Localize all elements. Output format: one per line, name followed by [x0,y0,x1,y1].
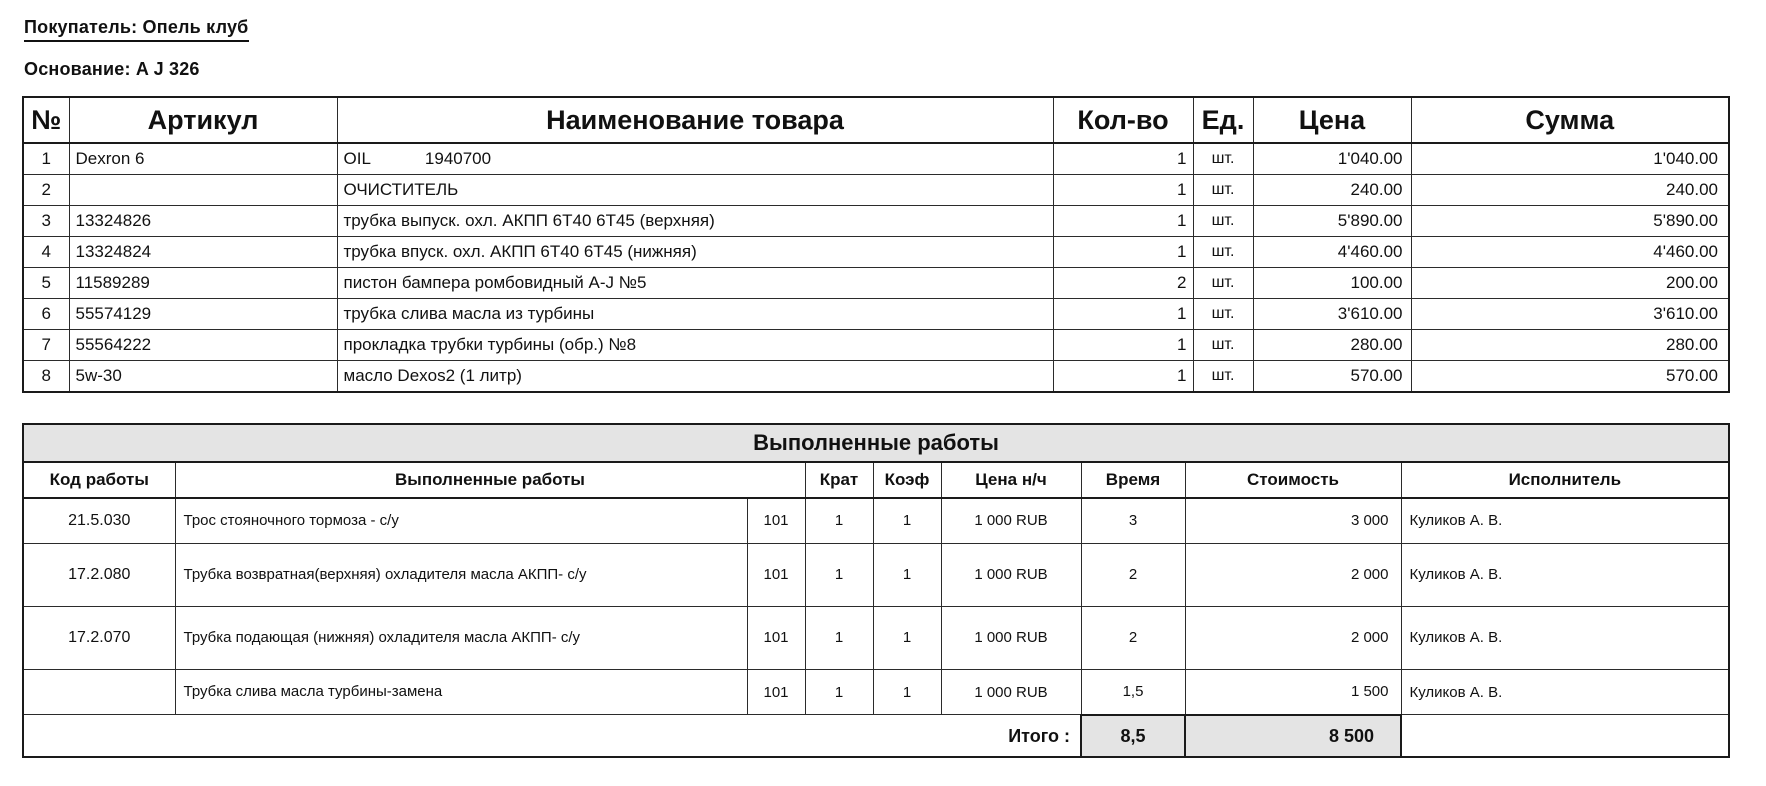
works-header-row [23,462,1729,498]
goods-cell-article: 55574129 [69,298,337,329]
works-cell-desc: Трубка слива масла турбины-замена [175,669,747,715]
goods-name-primary: прокладка трубки турбины (обр.) №8 [343,334,637,354]
works-col-time: Время [1081,462,1185,498]
goods-name-secondary: 1940700 [424,148,492,168]
works-cell-koef: 1 [873,498,941,544]
works-cell-cost: 2 000 [1185,606,1401,669]
goods-body [23,143,1729,392]
works-cell-cost: 3 000 [1185,498,1401,544]
works-table [22,423,1730,758]
table-row [23,498,1729,544]
goods-cell-article: 11589289 [69,267,337,298]
goods-cell-name [337,360,1053,392]
goods-cell-name [337,143,1053,175]
goods-cell-name [337,236,1053,267]
goods-cell-sum: 1'040.00 [1411,143,1729,175]
works-cell-desc: Трос стояночного тормоза - с/у [175,498,747,544]
goods-name-primary: пистон бампера ромбовидный A-J №5 [343,272,647,292]
works-cell-code: 21.5.030 [23,498,175,544]
works-cell-ref: 101 [747,669,805,715]
goods-cell-price: 1'040.00 [1253,143,1411,175]
works-col-cost: Стоимость [1185,462,1401,498]
goods-cell-qty: 1 [1053,205,1193,236]
buyer-label: Покупатель: Опель клуб [24,18,249,42]
works-cell-ref: 101 [747,543,805,606]
works-cell-cost: 1 500 [1185,669,1401,715]
goods-cell-price: 280.00 [1253,329,1411,360]
goods-cell-name [337,267,1053,298]
works-col-executor: Исполнитель [1401,462,1729,498]
works-cell-krat: 1 [805,606,873,669]
buyer-line [24,18,1744,42]
works-cell-code: 17.2.080 [23,543,175,606]
goods-cell-unit: шт. [1193,236,1253,267]
goods-cell-name [337,298,1053,329]
works-cell-time: 1,5 [1081,669,1185,715]
works-cell-code [23,669,175,715]
works-cell-executor: Куликов А. В. [1401,543,1729,606]
works-col-price: Цена н/ч [941,462,1081,498]
works-title-row [23,424,1729,462]
goods-cell-name [337,174,1053,205]
works-cell-desc: Трубка подающая (нижняя) охладителя масла АКПП- с/у [175,606,747,669]
totals-label: Итого : [941,715,1081,757]
works-cell-executor: Куликов А. В. [1401,669,1729,715]
works-body [23,498,1729,715]
goods-cell-num: 4 [23,236,69,267]
table-row [23,298,1729,329]
goods-cell-price: 3'610.00 [1253,298,1411,329]
goods-col-unit: Ед. [1193,97,1253,143]
works-cell-time: 2 [1081,606,1185,669]
goods-cell-qty: 2 [1053,267,1193,298]
goods-cell-unit: шт. [1193,174,1253,205]
works-cell-price: 1 000 RUB [941,543,1081,606]
goods-cell-price: 4'460.00 [1253,236,1411,267]
works-cell-koef: 1 [873,606,941,669]
totals-time: 8,5 [1081,715,1185,757]
goods-name-primary: трубка впуск. охл. АКПП 6Т40 6Т45 (нижняя) [343,241,697,261]
goods-cell-article: 55564222 [69,329,337,360]
goods-cell-unit: шт. [1193,143,1253,175]
works-cell-krat: 1 [805,543,873,606]
goods-cell-unit: шт. [1193,298,1253,329]
works-title: Выполненные работы [23,424,1729,462]
works-cell-time: 3 [1081,498,1185,544]
goods-cell-article: 13324824 [69,236,337,267]
works-cell-krat: 1 [805,498,873,544]
goods-col-price: Цена [1253,97,1411,143]
works-cell-time: 2 [1081,543,1185,606]
goods-col-sum: Сумма [1411,97,1729,143]
works-col-desc: Выполненные работы [175,462,805,498]
goods-cell-qty: 1 [1053,298,1193,329]
works-cell-price: 1 000 RUB [941,669,1081,715]
table-row [23,143,1729,175]
table-row [23,669,1729,715]
goods-cell-num: 8 [23,360,69,392]
works-col-code: Код работы [23,462,175,498]
goods-name-primary: ОЧИСТИТЕЛЬ [343,179,459,199]
goods-cell-num: 6 [23,298,69,329]
basis-line [24,60,1744,80]
table-row [23,329,1729,360]
goods-cell-article: Dexron 6 [69,143,337,175]
goods-cell-unit: шт. [1193,267,1253,298]
works-cell-ref: 101 [747,606,805,669]
goods-name-primary: масло Dexos2 (1 литр) [343,365,522,385]
goods-cell-num: 5 [23,267,69,298]
table-row [23,606,1729,669]
goods-cell-article [69,174,337,205]
goods-cell-unit: шт. [1193,205,1253,236]
goods-name-primary: трубка выпуск. охл. АКПП 6Т40 6Т45 (верхняя) [343,210,715,230]
totals-trailing [1401,715,1729,757]
goods-cell-price: 570.00 [1253,360,1411,392]
works-col-koef: Коэф [873,462,941,498]
table-row [23,360,1729,392]
goods-cell-qty: 1 [1053,360,1193,392]
works-cell-desc: Трубка возвратная(верхняя) охладителя масла АКПП- с/у [175,543,747,606]
goods-cell-num: 7 [23,329,69,360]
goods-cell-article: 5w-30 [69,360,337,392]
goods-cell-price: 5'890.00 [1253,205,1411,236]
goods-cell-price: 100.00 [1253,267,1411,298]
goods-col-qty: Кол-во [1053,97,1193,143]
totals-cost: 8 500 [1185,715,1401,757]
goods-cell-qty: 1 [1053,329,1193,360]
goods-cell-num: 2 [23,174,69,205]
goods-cell-name [337,329,1053,360]
table-row [23,174,1729,205]
goods-cell-sum: 3'610.00 [1411,298,1729,329]
works-foot [23,715,1729,757]
works-cell-price: 1 000 RUB [941,606,1081,669]
table-row [23,205,1729,236]
goods-cell-sum: 280.00 [1411,329,1729,360]
works-totals-row [23,715,1729,757]
goods-cell-price: 240.00 [1253,174,1411,205]
goods-cell-article: 13324826 [69,205,337,236]
goods-cell-sum: 5'890.00 [1411,205,1729,236]
goods-table [22,96,1730,393]
works-cell-krat: 1 [805,669,873,715]
goods-col-article: Артикул [69,97,337,143]
totals-spacer [23,715,941,757]
works-cell-ref: 101 [747,498,805,544]
works-cell-koef: 1 [873,543,941,606]
works-cell-price: 1 000 RUB [941,498,1081,544]
works-cell-executor: Куликов А. В. [1401,498,1729,544]
goods-header-row [23,97,1729,143]
goods-col-name: Наименование товара [337,97,1053,143]
goods-cell-sum: 200.00 [1411,267,1729,298]
table-row [23,267,1729,298]
goods-cell-unit: шт. [1193,329,1253,360]
goods-cell-sum: 4'460.00 [1411,236,1729,267]
works-col-krat: Крат [805,462,873,498]
goods-cell-qty: 1 [1053,236,1193,267]
basis-label: Основание: A J 326 [24,58,200,79]
goods-cell-name [337,205,1053,236]
goods-cell-qty: 1 [1053,174,1193,205]
goods-cell-num: 3 [23,205,69,236]
goods-cell-unit: шт. [1193,360,1253,392]
works-cell-cost: 2 000 [1185,543,1401,606]
table-row [23,236,1729,267]
goods-cell-sum: 240.00 [1411,174,1729,205]
works-cell-code: 17.2.070 [23,606,175,669]
goods-cell-sum: 570.00 [1411,360,1729,392]
goods-col-num: № [23,97,69,143]
goods-name-primary: OIL [343,148,371,168]
works-cell-koef: 1 [873,669,941,715]
works-cell-executor: Куликов А. В. [1401,606,1729,669]
goods-name-primary: трубка слива масла из турбины [343,303,595,323]
table-row [23,543,1729,606]
goods-cell-num: 1 [23,143,69,175]
goods-cell-qty: 1 [1053,143,1193,175]
